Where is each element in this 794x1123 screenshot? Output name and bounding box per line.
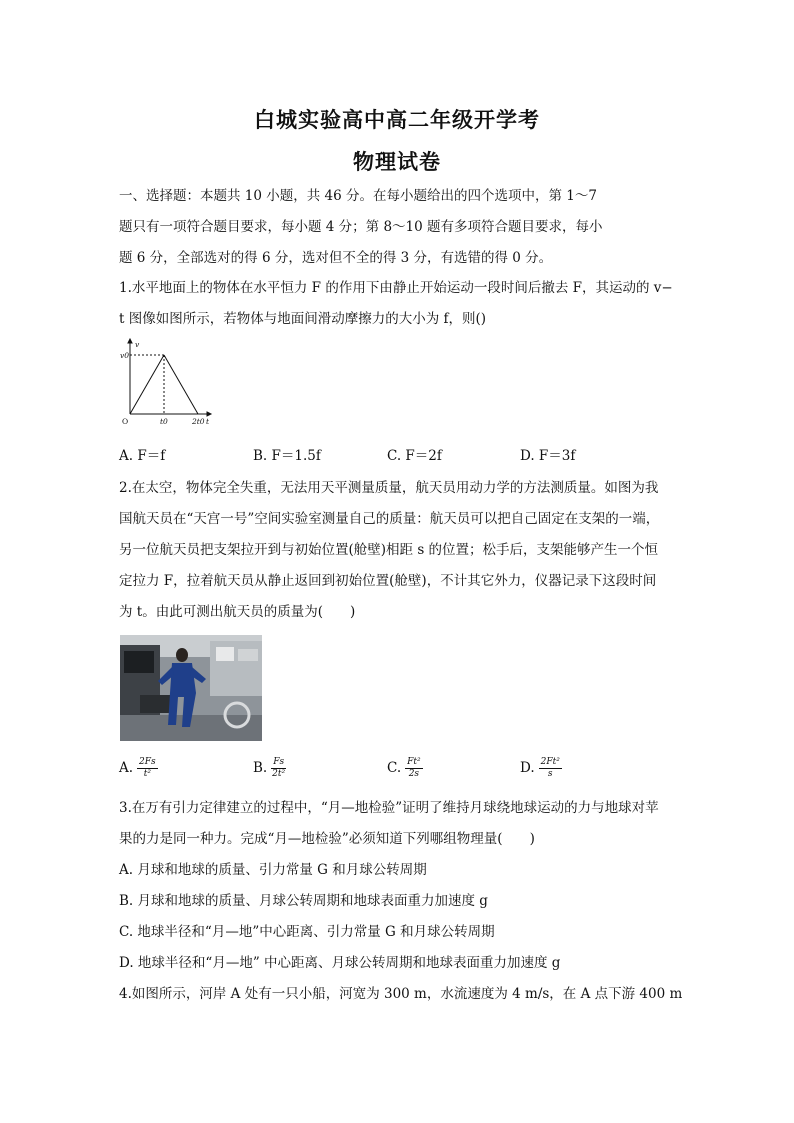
- t0-label: t0: [160, 417, 168, 426]
- question-line: 果的力是同一种力。完成“月—地检验”必须知道下列哪组物理量( ): [119, 831, 535, 847]
- origin-label: O: [122, 417, 129, 426]
- denominator: s: [547, 769, 553, 779]
- option-d[interactable]: D. F＝3f: [520, 448, 576, 464]
- accelerate-segment: [130, 355, 164, 414]
- school-title: 白城实验高中高二年级开学考: [254, 108, 540, 132]
- fraction: [539, 757, 562, 780]
- t-axis-label: t: [206, 417, 210, 426]
- question-line: t 图像如图所示，若物体与地面间滑动摩擦力的大小为 f，则(): [119, 311, 487, 327]
- option-d[interactable]: D. 地球半径和“月—地” 中心距离、月球公转周期和地球表面重力加速度 g: [119, 955, 561, 971]
- option-b[interactable]: B. F＝1.5f: [253, 448, 321, 464]
- instruction-line: 题只有一项符合题目要求，每小题 4 分；第 8～10 题有多项符合题目要求，每小: [119, 219, 603, 235]
- decelerate-segment: [164, 355, 198, 414]
- option-a[interactable]: A. F＝f: [119, 448, 166, 464]
- option-b[interactable]: B. 月球和地球的质量、月球公转周期和地球表面重力加速度 g: [119, 893, 488, 909]
- astronaut-photo: [120, 635, 262, 741]
- question-3-stem: [119, 793, 679, 855]
- vt-graph-figure: [119, 338, 214, 428]
- denominator: 2t²: [272, 769, 286, 779]
- question-line: 另一位航天员把支架拉开到与初始位置(舱壁)相距 s 的位置；松手后，支架能够产生一个恒: [119, 542, 659, 558]
- subject-title: 物理试卷: [353, 150, 441, 174]
- option-d[interactable]: [520, 757, 562, 780]
- numerator: 2Ft²: [540, 757, 560, 767]
- option-c[interactable]: [387, 757, 423, 780]
- v-axis-label: v: [135, 340, 140, 349]
- instruction-line: 一、选择题：本题共 10 小题，共 46 分。在每小题给出的四个选项中，第 1～7: [119, 188, 597, 204]
- 2t0-label: 2t0: [192, 417, 205, 426]
- option-letter: B.: [253, 760, 268, 776]
- option-letter: D.: [520, 760, 535, 776]
- question-line: 4.如图所示，河岸 A 处有一只小船，河宽为 300 m，水流速度为 4 m/s，在 A 点下游 400 m: [119, 986, 683, 1002]
- section-instructions: [119, 181, 679, 274]
- t-axis-arrow: [207, 412, 211, 416]
- question-1-stem: [119, 273, 679, 335]
- question-line: 1.水平地面上的物体在水平恒力 F 的作用下由静止开始运动一段时间后撤去 F，其运动的 v−: [119, 280, 673, 296]
- question-line: 定拉力 F，拉着航天员从静止返回到初始位置(舱壁)，不计其它外力，仪器记录下这段时间: [119, 573, 657, 589]
- option-a[interactable]: [119, 757, 158, 780]
- option-letter: A.: [119, 760, 134, 776]
- fraction: [405, 757, 422, 780]
- v-axis-arrow: [128, 339, 132, 343]
- numerator: Fs: [273, 757, 285, 767]
- question-line: 2.在太空，物体完全失重，无法用天平测量质量，航天员用动力学的方法测质量。如图为我: [119, 480, 659, 496]
- question-2-stem: [119, 473, 679, 628]
- denominator: 2s: [408, 769, 420, 779]
- fraction: [137, 757, 158, 780]
- option-c[interactable]: C. 地球半径和“月—地”中心距离、引力常量 G 和月球公转周期: [119, 924, 495, 940]
- fraction: [271, 757, 286, 780]
- option-c[interactable]: C. F＝2f: [387, 448, 442, 464]
- option-a[interactable]: A. 月球和地球的质量、引力常量 G 和月球公转周期: [119, 862, 427, 878]
- v0-label: v0: [120, 351, 130, 360]
- question-line: 国航天员在“天宫一号”空间实验室测量自己的质量：航天员可以把自己固定在支架的一端，: [119, 511, 660, 527]
- numerator: 2Fs: [139, 757, 156, 767]
- option-letter: C.: [387, 760, 402, 776]
- question-line: 为 t。由此可测出航天员的质量为( ): [119, 604, 356, 620]
- question-line: 3.在万有引力定律建立的过程中，“月—地检验”证明了维持月球绕地球运动的力与地球对苹: [119, 800, 659, 816]
- numerator: Ft²: [407, 757, 421, 767]
- option-b[interactable]: [253, 757, 286, 780]
- denominator: t²: [143, 769, 151, 779]
- instruction-line: 题 6 分，全部选对的得 6 分，选对但不全的得 3 分，有选错的得 0 分。: [119, 250, 553, 266]
- question-3-options: [119, 855, 679, 979]
- question-4-stem: [119, 979, 683, 1010]
